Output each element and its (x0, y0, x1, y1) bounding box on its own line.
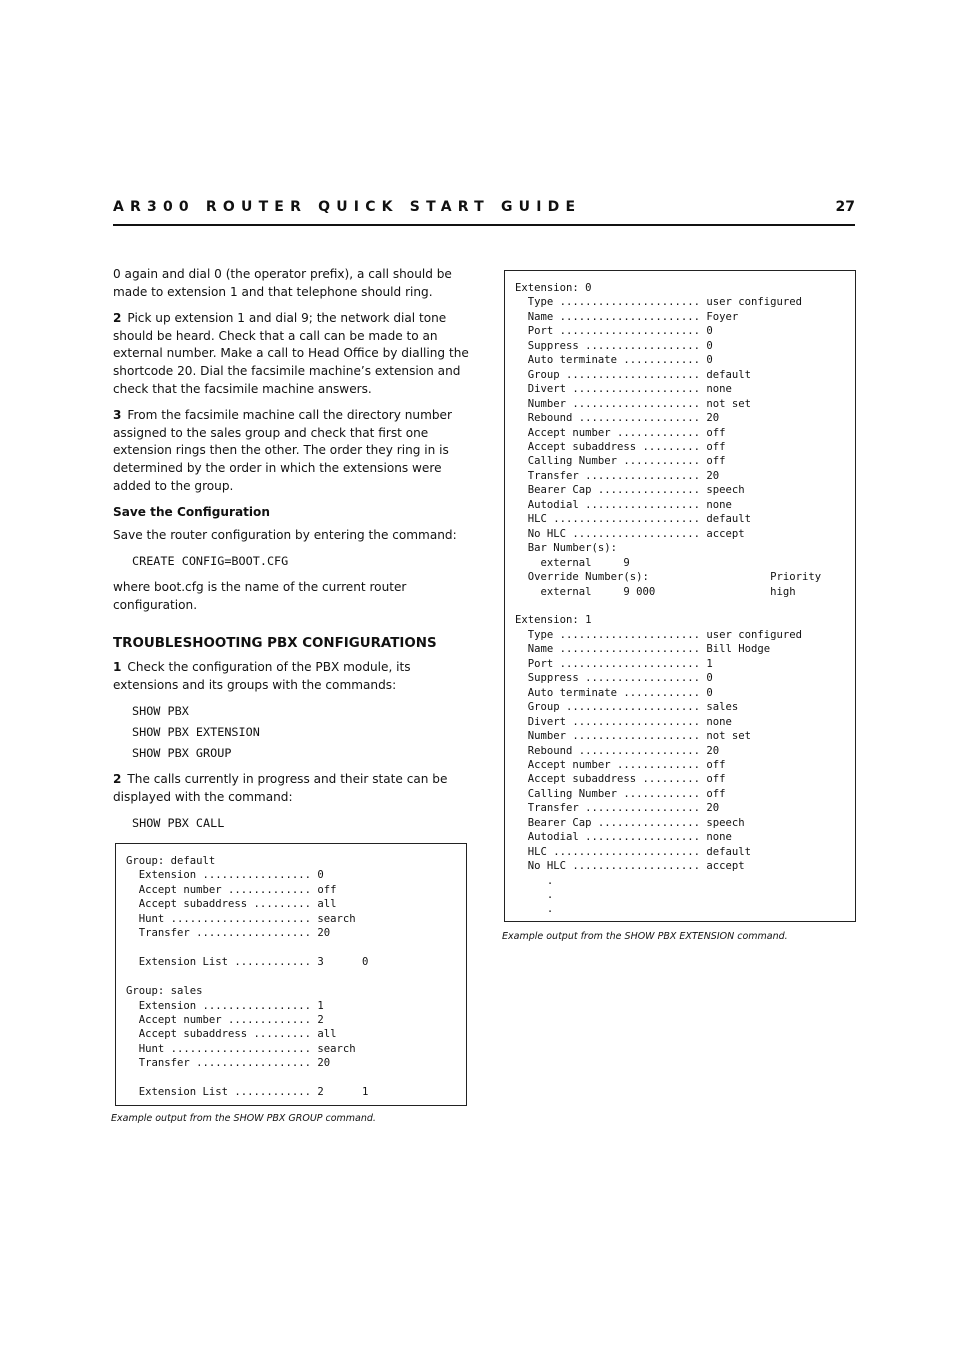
running-header-title: AR300 ROUTER QUICK START GUIDE (113, 199, 582, 215)
step-number: 2 (113, 772, 122, 787)
step-text: From the facsimile machine call the directory number assigned to the sales group and check that first one extension rings then the other. The order they ring in is determined by the order in which the extensions were added to the group. (113, 408, 452, 493)
create-config-command: CREATE CONFIG=BOOT.CFG (132, 554, 289, 569)
step-number: 1 (113, 660, 122, 675)
intro-paragraph: 0 again and dial 0 (the operator prefix), a call should be made to extension 1 and that telephone should ring. (113, 267, 452, 299)
extension-output-text: Extension: 0 Type ...................... user configured Name ...................... Foyer Port ...................... 0 Suppress .................. 0 Auto terminate ............ 0 Group ..................... default Divert .................... none Number .................... not set Rebound ................... 20 Accept number ............. off Accept subaddress ......... off Calling Number ............ off Transfer .................. 20 Bearer Cap ................ speech Autodial .................. none HLC ....................... default No HLC .................... accept Bar Number(s): external 9 Override Number(s): Priority external 9 000 high Extension: 1 Type ...................... user configured Name ...................... Bill Hodge Port ...................... 1 Suppress .................. 0 Auto terminate ............ 0 Group ..................... sales Divert .................... none Number .................... not set Rebound ................... 20 Accept number ............. off Accept subaddress ......... off Calling Number ............ off Transfer .................. 20 Bearer Cap ................ speech Autodial .................. none HLC ....................... default No HLC .................... accept . . . (515, 282, 822, 916)
group-output-caption: Example output from the SHOW PBX GROUP command. (111, 1113, 376, 1124)
step-2-paragraph (113, 310, 469, 398)
page-number: 27 (835, 199, 855, 215)
extension-output-box (504, 270, 856, 922)
group-output-box (115, 843, 467, 1106)
troubleshooting-step-1 (113, 659, 469, 694)
header-rule (113, 224, 855, 226)
step-3-paragraph (113, 407, 469, 495)
save-instructions: Save the router configuration by entering the command: (113, 527, 457, 542)
troubleshooting-heading: TROUBLESHOOTING PBX CONFIGURATIONS (113, 635, 437, 651)
step-number: 2 (113, 311, 122, 326)
show-pbx-command: SHOW PBX (132, 704, 189, 719)
step-number: 3 (113, 408, 122, 423)
group-output-text: Group: default Extension ................. 0 Accept number ............. off Accept subaddress ......... all Hunt ...................... search Transfer .................. 20 Extension List ............ 3 0 Group: sales Extension ................. 1 Accept number ............. 2 Accept subaddress ......... all Hunt ...................... search Transfer .................. 20 Extension List ............ 2 1 (126, 855, 369, 1099)
step-text: Check the configuration of the PBX module, its extensions and its groups with the commands: (113, 660, 411, 692)
show-pbx-extension-command: SHOW PBX EXTENSION (132, 725, 260, 740)
save-configuration-heading: Save the Configuration (113, 505, 270, 520)
show-pbx-call-command: SHOW PBX CALL (132, 816, 225, 831)
extension-output-caption: Example output from the SHOW PBX EXTENSION command. (502, 931, 788, 942)
show-pbx-group-command: SHOW PBX GROUP (132, 746, 232, 761)
step-text: The calls currently in progress and their state can be displayed with the command: (113, 772, 448, 804)
step-text: Pick up extension 1 and dial 9; the network dial tone should be heard. Check that a call can be made to an external number. Make a call to Head Office by dialling the shortcode 20. Dial the facsimile machine’s extension and check that the facsimile machine answers. (113, 311, 469, 396)
left-column (113, 266, 469, 836)
troubleshooting-step-2 (113, 771, 469, 806)
save-explanation: where boot.cfg is the name of the current router configuration. (113, 580, 407, 612)
